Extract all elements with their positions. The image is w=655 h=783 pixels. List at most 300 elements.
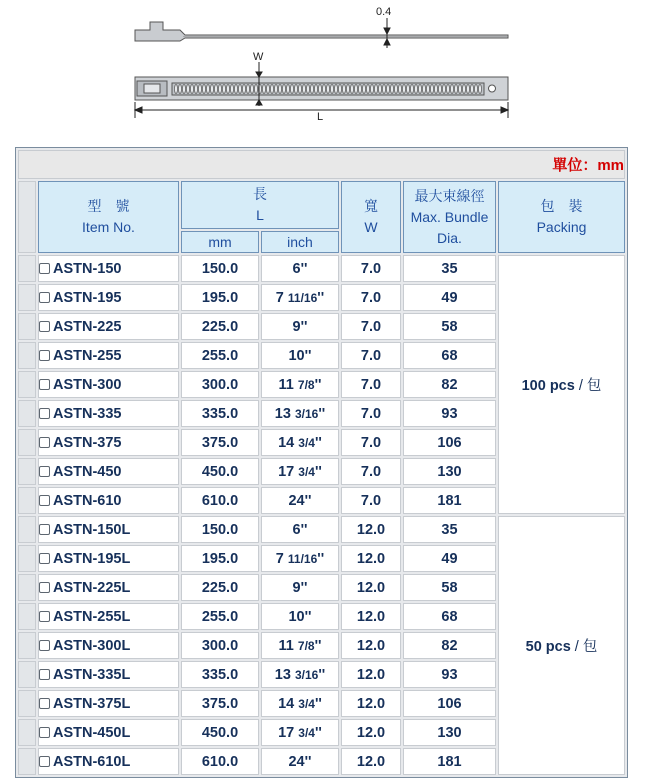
inch-whole: 11 [278,376,294,393]
row-gutter [18,719,36,746]
ratchet-tooth [215,85,218,94]
inch-mark: '' [314,724,322,741]
ratchet-tooth [339,85,342,94]
ratchet-tooth [419,85,422,94]
inch-fraction: 7/8 [297,377,315,392]
width-value: 7.0 [341,371,401,398]
ratchet-tooth [355,85,358,94]
length-mm: 300.0 [181,632,259,659]
row-checkbox[interactable] [39,437,50,448]
width-value: 7.0 [341,255,401,282]
header-width [341,181,401,253]
ratchet-tooth [435,85,438,94]
item-cell [38,690,179,717]
ratchet-tooth [187,85,190,94]
ratchet-tooth [479,85,482,94]
item-no: ASTN-375 [53,434,122,451]
row-checkbox[interactable] [39,553,50,564]
row-gutter [18,429,36,456]
ratchet-tooth [363,85,366,94]
header-item-en: Item No. [82,219,135,235]
item-cell [38,429,179,456]
inch-fraction: 7/8 [297,638,315,653]
spec-table [16,148,627,777]
header-length-inch: inch [261,231,339,253]
row-checkbox[interactable] [39,756,50,767]
row-checkbox[interactable] [39,727,50,738]
ratchet-tooth [275,85,278,94]
ratchet-tooth [391,85,394,94]
item-no: ASTN-300 [53,376,122,393]
ratchet-tooth [295,85,298,94]
length-inch-cell [261,719,339,746]
inch-mark: '' [300,579,308,596]
length-inch-cell [261,400,339,427]
ratchet-tooth [223,85,226,94]
table-row [18,516,625,543]
ratchet-tooth [227,85,230,94]
ratchet-tooth [371,85,374,94]
inch-mark: '' [314,434,322,451]
bundle-dia-value: 82 [403,371,496,398]
row-gutter [18,342,36,369]
ratchet-tooth [447,85,450,94]
ratchet-tooth [263,85,266,94]
inch-whole: 10 [288,347,305,364]
inch-whole: 13 [274,405,291,422]
inch-whole: 24 [288,492,305,509]
width-value: 12.0 [341,661,401,688]
unit-label: 單位：mm [18,150,625,179]
ratchet-tooth [299,85,302,94]
bundle-dia-value: 130 [403,719,496,746]
ratchet-tooth [251,85,254,94]
ratchet-tooth [475,85,478,94]
width-value: 12.0 [341,632,401,659]
ratchet-tooth [243,85,246,94]
length-mm: 335.0 [181,661,259,688]
ratchet-tooth [351,85,354,94]
length-inch-cell [261,574,339,601]
length-mm: 375.0 [181,429,259,456]
ratchet-tooth [203,85,206,94]
row-gutter [18,661,36,688]
row-gutter [18,487,36,514]
length-mm: 300.0 [181,371,259,398]
length-inch-cell [261,371,339,398]
row-checkbox[interactable] [39,611,50,622]
spec-table-frame [15,147,628,778]
inch-mark: '' [304,347,312,364]
row-gutter [18,255,36,282]
bundle-dia-value: 68 [403,342,496,369]
ratchet-tooth [255,85,258,94]
ratchet-tooth [211,85,214,94]
inch-fraction: 3/16 [294,406,319,421]
length-mm: 375.0 [181,690,259,717]
header-width-en: W [364,219,378,235]
ratchet-tooth [311,85,314,94]
item-cell [38,458,179,485]
length-label: L [317,111,324,123]
inch-mark: '' [318,666,326,683]
ratchet-tooth [431,85,434,94]
length-mm: 255.0 [181,342,259,369]
ratchet-tooth [179,85,182,94]
length-mm: 335.0 [181,400,259,427]
item-no: ASTN-225L [53,579,131,596]
ratchet-tooth [395,85,398,94]
length-inch-cell [261,313,339,340]
bundle-dia-value: 35 [403,516,496,543]
row-checkbox[interactable] [39,698,50,709]
header-width-cn: 寬 [364,198,378,214]
header-length-cn: 長 [253,186,267,202]
item-no: ASTN-335 [53,405,122,422]
length-inch-cell [261,661,339,688]
inch-whole: 13 [274,666,291,683]
length-mm: 610.0 [181,748,259,775]
row-gutter [18,371,36,398]
width-value: 7.0 [341,342,401,369]
ratchet-tooth [451,85,454,94]
width-value: 7.0 [341,284,401,311]
length-mm: 255.0 [181,603,259,630]
inch-whole: 17 [278,463,295,480]
packing-cell [498,255,625,514]
item-cell [38,342,179,369]
packing-qty: 100 pcs [521,378,575,394]
row-checkbox[interactable] [39,321,50,332]
table-row [18,255,625,282]
cable-tie-drawing [0,0,655,125]
ratchet-tooth [335,85,338,94]
header-packing-cn: 包 裝 [540,198,583,214]
row-gutter [18,400,36,427]
length-inch-cell [261,458,339,485]
item-cell [38,545,179,572]
header-packing-en: Packing [536,219,587,235]
ratchet-tooth [207,85,210,94]
bundle-dia-value: 68 [403,603,496,630]
ratchet-tooth [267,85,270,94]
row-checkbox[interactable] [39,640,50,651]
inch-whole: 6 [292,521,301,538]
ratchet-tooth [315,85,318,94]
ratchet-tooth [219,85,222,94]
ratchet-tooth [235,85,238,94]
ratchet-tooth [403,85,406,94]
ratchet-tooth [443,85,446,94]
item-cell [38,371,179,398]
item-cell [38,574,179,601]
ratchet-tooth [407,85,410,94]
inch-fraction: 3/16 [294,667,319,682]
item-no: ASTN-255L [53,608,131,625]
item-no: ASTN-150 [53,260,122,277]
ratchet-tooth [471,85,474,94]
item-no: ASTN-610L [53,753,131,770]
ratchet-tooth [439,85,442,94]
header-item-cn: 型 號 [87,198,130,214]
ratchet-tooth [283,85,286,94]
packing-unit: / 包 [574,378,602,394]
ratchet-tooth [307,85,310,94]
row-gutter [18,181,36,253]
row-checkbox[interactable] [39,466,50,477]
inch-whole: 14 [278,434,295,451]
inch-fraction: 3/4 [298,435,315,450]
width-value: 12.0 [341,719,401,746]
ratchet-tooth [231,85,234,94]
header-bundle-en2: Dia. [437,229,462,246]
ratchet-tooth [463,85,466,94]
row-gutter [18,545,36,572]
inch-mark: '' [317,289,325,306]
length-inch-cell [261,632,339,659]
row-gutter [18,690,36,717]
row-gutter [18,603,36,630]
bundle-dia-value: 58 [403,574,496,601]
ratchet-tooth [247,85,250,94]
length-inch-cell [261,342,339,369]
length-mm: 450.0 [181,458,259,485]
ratchet-tooth [239,85,242,94]
item-no: ASTN-450 [53,463,122,480]
packing-cell [498,516,625,775]
inch-whole: 14 [278,695,295,712]
bundle-dia-value: 35 [403,255,496,282]
inch-whole: 10 [288,608,305,625]
width-label: W [253,51,264,63]
row-checkbox[interactable] [39,524,50,535]
row-checkbox[interactable] [39,350,50,361]
row-gutter [18,632,36,659]
ratchet-tooth [387,85,390,94]
inch-whole: 9 [292,579,301,596]
row-checkbox[interactable] [39,582,50,593]
packing-unit: / 包 [570,639,598,655]
item-cell [38,632,179,659]
length-inch-cell [261,690,339,717]
row-gutter [18,458,36,485]
thickness-label: 0.4 [376,6,392,18]
item-cell [38,603,179,630]
length-mm: 150.0 [181,255,259,282]
ratchet-tooth [319,85,322,94]
bundle-dia-value: 181 [403,487,496,514]
ratchet-tooth [199,85,202,94]
inch-mark: '' [304,492,312,509]
item-cell [38,719,179,746]
item-cell [38,748,179,775]
width-value: 12.0 [341,574,401,601]
side-view [135,22,508,41]
length-mm: 450.0 [181,719,259,746]
width-value: 12.0 [341,603,401,630]
ratchet-tooth [467,85,470,94]
ratchet-tooth [331,85,334,94]
inch-whole: 11 [278,637,294,654]
inch-whole: 7 [275,550,284,567]
ratchet-tooth [399,85,402,94]
inch-mark: '' [304,608,312,625]
item-cell [38,284,179,311]
width-value: 7.0 [341,458,401,485]
bundle-dia-value: 93 [403,400,496,427]
width-value: 12.0 [341,690,401,717]
ratchet-tooth [195,85,198,94]
width-value: 12.0 [341,748,401,775]
ratchet-teeth [175,85,482,94]
ratchet-tooth [287,85,290,94]
ratchet-tooth [375,85,378,94]
ratchet-tooth [383,85,386,94]
item-cell [38,255,179,282]
inch-fraction: 3/4 [298,696,315,711]
ratchet-tooth [411,85,414,94]
inch-mark: '' [300,521,308,538]
row-checkbox[interactable] [39,669,50,680]
row-gutter [18,748,36,775]
ratchet-tooth [327,85,330,94]
bundle-dia-value: 181 [403,748,496,775]
inch-fraction: 11/16 [287,551,318,566]
item-no: ASTN-150L [53,521,131,538]
item-no: ASTN-255 [53,347,122,364]
length-mm: 195.0 [181,284,259,311]
bundle-dia-value: 58 [403,313,496,340]
width-value: 7.0 [341,313,401,340]
item-no: ASTN-225 [53,318,122,335]
width-value: 7.0 [341,400,401,427]
item-no: ASTN-335L [53,666,131,683]
length-mm: 610.0 [181,487,259,514]
bundle-dia-value: 106 [403,690,496,717]
bundle-dia-value: 93 [403,661,496,688]
length-mm: 150.0 [181,516,259,543]
row-gutter [18,313,36,340]
bundle-dia-value: 82 [403,632,496,659]
ratchet-tooth [423,85,426,94]
width-value: 12.0 [341,545,401,572]
header-item-no [38,181,179,253]
length-mm: 225.0 [181,574,259,601]
length-inch-cell [261,429,339,456]
ratchet-tooth [347,85,350,94]
bundle-dia-value: 130 [403,458,496,485]
ratchet-tooth [279,85,282,94]
item-no: ASTN-195 [53,289,122,306]
item-no: ASTN-300L [53,637,131,654]
width-value: 7.0 [341,487,401,514]
ratchet-tooth [459,85,462,94]
inch-mark: '' [314,695,322,712]
header-bundle-cn: 最大束線徑 [414,187,485,204]
row-checkbox[interactable] [39,263,50,274]
row-checkbox[interactable] [39,408,50,419]
row-gutter [18,284,36,311]
inch-mark: '' [300,318,308,335]
inch-mark: '' [314,376,322,393]
header-length [181,181,339,229]
width-value: 12.0 [341,516,401,543]
row-gutter [18,516,36,543]
inch-whole: 24 [288,753,305,770]
item-cell [38,487,179,514]
inch-whole: 7 [275,289,284,306]
bundle-dia-value: 49 [403,545,496,572]
ratchet-tooth [191,85,194,94]
item-cell [38,516,179,543]
item-no: ASTN-195L [53,550,131,567]
header-length-en: L [256,207,264,223]
ratchet-tooth [427,85,430,94]
inch-mark: '' [314,463,322,480]
length-mm: 225.0 [181,313,259,340]
inch-whole: 6 [292,260,301,277]
row-checkbox[interactable] [39,495,50,506]
inch-mark: '' [314,637,322,654]
item-cell [38,661,179,688]
item-no: ASTN-375L [53,695,131,712]
ratchet-tooth [303,85,306,94]
ratchet-tooth [183,85,186,94]
length-inch-cell [261,516,339,543]
ratchet-tooth [455,85,458,94]
width-value: 7.0 [341,429,401,456]
header-packing [498,181,625,253]
header-bundle-dia [403,181,496,253]
inch-mark: '' [318,405,326,422]
length-inch-cell [261,603,339,630]
ratchet-tooth [379,85,382,94]
ratchet-tooth [367,85,370,94]
ratchet-tooth [271,85,274,94]
ratchet-tooth [175,85,178,94]
inch-fraction: 3/4 [298,464,315,479]
item-no: ASTN-610 [53,492,122,509]
header-bundle-en1: Max. Bundle [410,208,489,225]
thickness-dimension [384,18,390,48]
ratchet-tooth [343,85,346,94]
ratchet-tooth [415,85,418,94]
length-mm: 195.0 [181,545,259,572]
inch-mark: '' [300,260,308,277]
length-inch-cell [261,487,339,514]
row-gutter [18,574,36,601]
item-cell [38,400,179,427]
inch-whole: 17 [278,724,295,741]
length-inch-cell [261,748,339,775]
ratchet-tooth [323,85,326,94]
row-checkbox[interactable] [39,292,50,303]
inch-mark: '' [304,753,312,770]
ratchet-tooth [359,85,362,94]
inch-whole: 9 [292,318,301,335]
header-length-mm: mm [181,231,259,253]
inch-mark: '' [317,550,325,567]
bundle-dia-value: 49 [403,284,496,311]
length-inch-cell [261,284,339,311]
row-checkbox[interactable] [39,379,50,390]
inch-fraction: 3/4 [298,725,315,740]
item-cell [38,313,179,340]
length-inch-cell [261,545,339,572]
inch-fraction: 11/16 [287,290,318,305]
ratchet-tooth [291,85,294,94]
length-inch-cell [261,255,339,282]
